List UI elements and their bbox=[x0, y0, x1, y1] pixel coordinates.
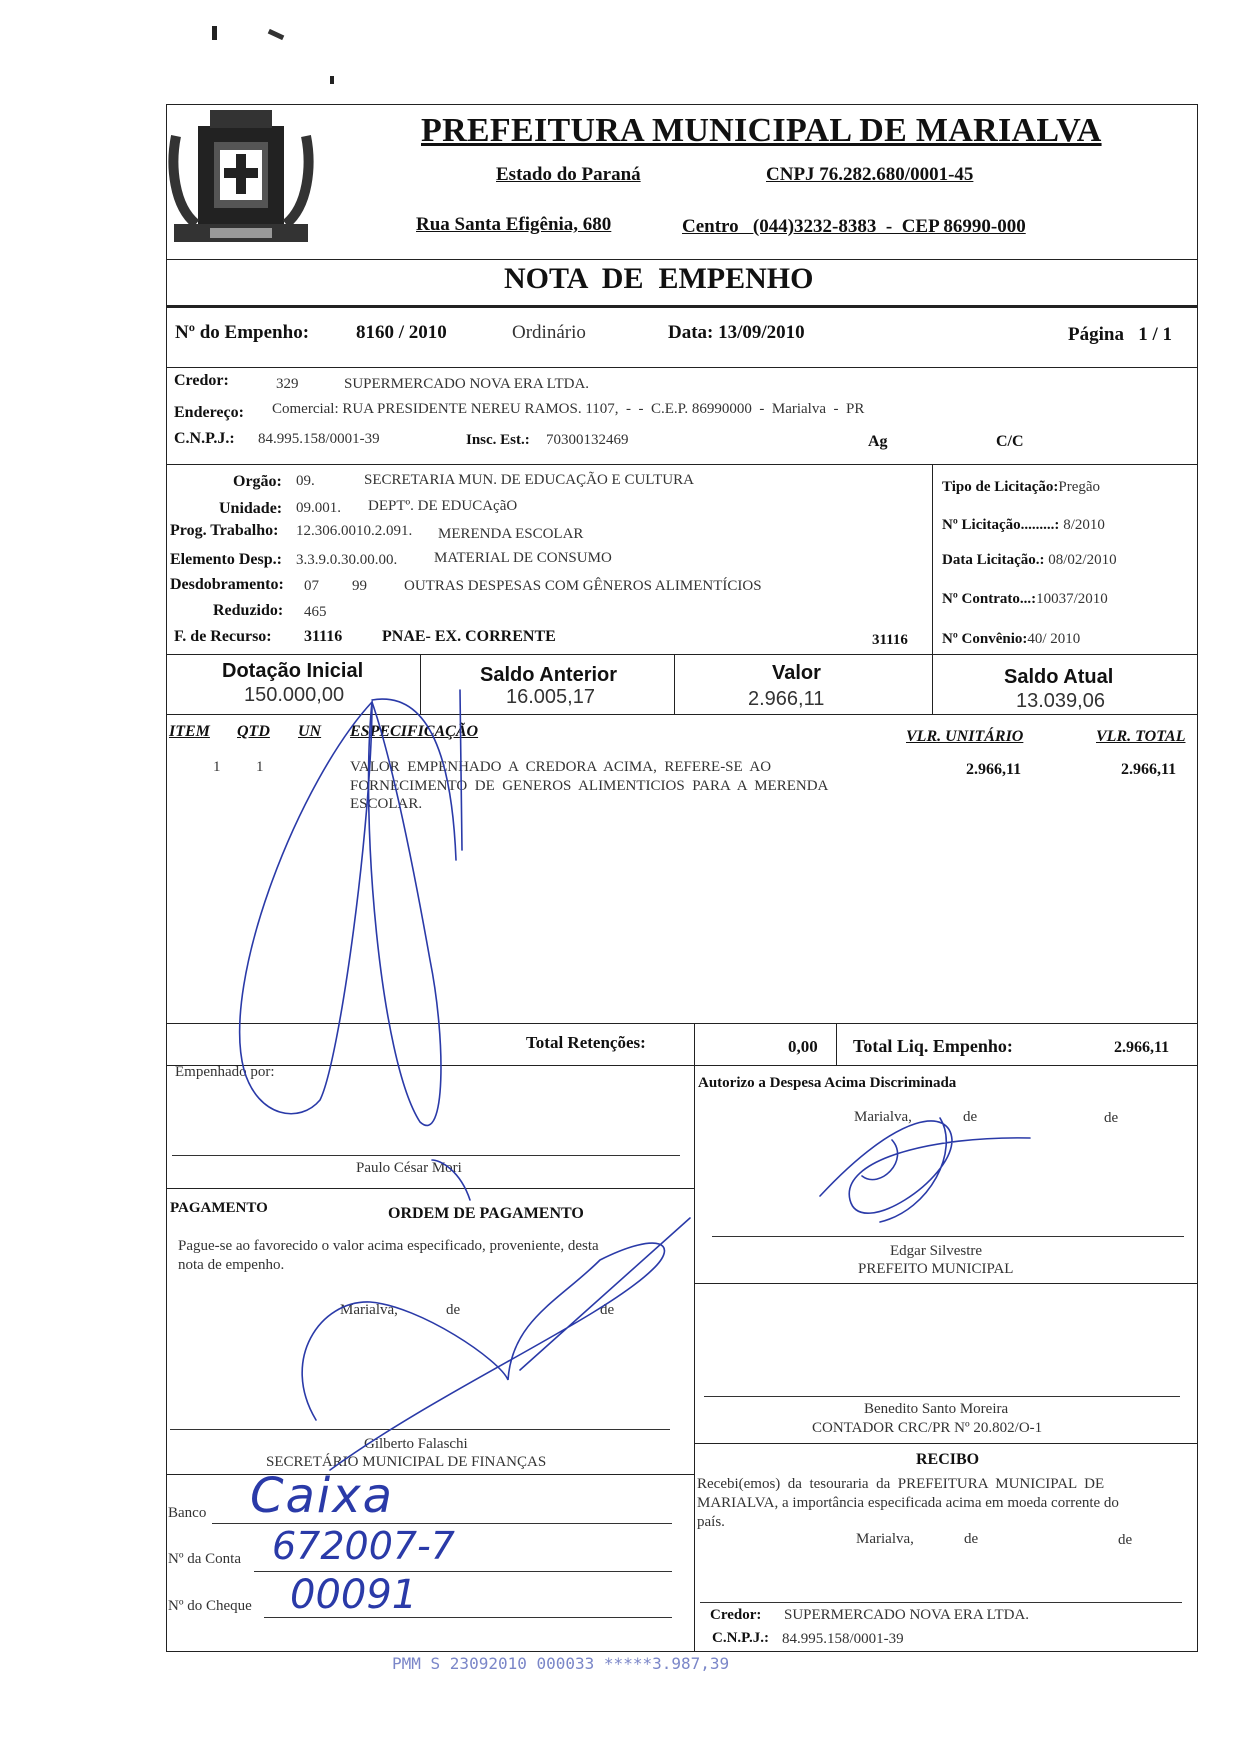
signature-line bbox=[172, 1155, 680, 1156]
contrato bbox=[942, 591, 1108, 608]
licitacao-numero-label: Nº Licitação.........: bbox=[942, 517, 1060, 533]
page-number: Página 1 / 1 bbox=[1068, 324, 1172, 345]
pagamento-text-2: nota de empenho. bbox=[178, 1257, 285, 1273]
cheque-label: Nº do Cheque bbox=[168, 1598, 252, 1614]
header-cnpj: CNPJ 76.282.680/0001-45 bbox=[766, 164, 974, 185]
recibo-credor-label: Credor: bbox=[710, 1607, 762, 1623]
dotacao-value: 150.000,00 bbox=[244, 684, 345, 706]
autorizo-signer: Edgar Silvestre bbox=[890, 1243, 983, 1259]
credor-label: Credor: bbox=[174, 372, 229, 389]
autorizo-de-1: de bbox=[963, 1109, 978, 1125]
divider bbox=[420, 654, 421, 714]
desd-code2: 99 bbox=[352, 578, 367, 594]
recibo-credor-value: SUPERMERCADO NOVA ERA LTDA. bbox=[784, 1607, 1030, 1623]
recibo-de-2: de bbox=[1118, 1532, 1133, 1548]
item-quantity: 1 bbox=[256, 759, 264, 775]
licitacao-data bbox=[942, 552, 1117, 569]
prog-label: Prog. Trabalho: bbox=[170, 522, 279, 539]
licitacao-tipo bbox=[942, 479, 1100, 496]
scan-mark bbox=[212, 26, 217, 40]
desd-label: Desdobramento: bbox=[170, 576, 284, 593]
contrato-value: 10037/2010 bbox=[1036, 591, 1108, 607]
recibo-cnpj-label: C.N.P.J.: bbox=[712, 1630, 769, 1646]
orgao-code: 09. bbox=[296, 473, 315, 489]
signature-line bbox=[704, 1396, 1180, 1397]
recibo-title: RECIBO bbox=[916, 1451, 980, 1468]
divider bbox=[836, 1023, 837, 1065]
conta-handwritten: 672007-7 bbox=[272, 1524, 455, 1568]
empenhado-signer: Paulo César Mori bbox=[356, 1160, 462, 1176]
autorizo-place: Marialva, bbox=[854, 1109, 912, 1125]
col-item: ITEM bbox=[169, 723, 210, 740]
autorizo-label: Autorizo a Despesa Acima Discriminada bbox=[698, 1075, 957, 1091]
recibo-text-1: Recebi(emos) da tesouraria da PREFEITURA MUNICIPAL DE bbox=[697, 1476, 1105, 1492]
ag-label: Ag bbox=[868, 433, 888, 450]
pagamento-de-1: de bbox=[446, 1302, 461, 1318]
col-un: UN bbox=[298, 723, 322, 740]
empenho-number: 8160 / 2010 bbox=[356, 322, 447, 343]
licitacao-tipo-label: Tipo de Licitação: bbox=[942, 479, 1059, 495]
item-unit-value: 2.966,11 bbox=[966, 761, 1022, 778]
empenhado-label: Empenhado por: bbox=[175, 1064, 275, 1080]
desd-name: OUTRAS DESPESAS COM GÊNEROS ALIMENTÍCIOS bbox=[404, 578, 762, 594]
pagamento-de-2: de bbox=[600, 1302, 615, 1318]
credor-code: 329 bbox=[276, 376, 299, 392]
pagamento-place: Marialva, bbox=[340, 1302, 398, 1318]
signature-line bbox=[170, 1429, 670, 1430]
contrato-label: Nº Contrato...: bbox=[942, 591, 1037, 607]
recibo-text-2: MARIALVA, a importância especificada acima em moeda corrente do bbox=[697, 1495, 1119, 1511]
divider bbox=[166, 1023, 1198, 1024]
licitacao-data-value: 08/02/2010 bbox=[1048, 552, 1117, 568]
valor-label: Valor bbox=[772, 662, 821, 684]
divider bbox=[166, 367, 1198, 368]
divider bbox=[166, 654, 1198, 655]
col-especificacao: ESPECIFICAÇÃO bbox=[350, 723, 479, 740]
recibo-text-3: país. bbox=[697, 1514, 725, 1530]
banco-label: Banco bbox=[168, 1505, 207, 1521]
credor-name: SUPERMERCADO NOVA ERA LTDA. bbox=[344, 376, 590, 392]
saldo-anterior-label: Saldo Anterior bbox=[480, 664, 618, 686]
scan-mark bbox=[268, 29, 285, 40]
cheque-handwritten: 00091 bbox=[290, 1572, 418, 1618]
prog-code: 12.306.0010.2.091. bbox=[296, 523, 413, 539]
header-title: PREFEITURA MUNICIPAL DE MARIALVA bbox=[421, 112, 1102, 149]
divider bbox=[694, 1443, 1198, 1444]
ordem-pagamento-label: ORDEM DE PAGAMENTO bbox=[388, 1205, 584, 1222]
col-qtd: QTD bbox=[237, 723, 270, 740]
recurso-name: PNAE- EX. CORRENTE bbox=[382, 628, 556, 645]
orgao-name: SECRETARIA MUN. DE EDUCAÇÃO E CULTURA bbox=[364, 472, 694, 488]
cnpj-label: C.N.P.J.: bbox=[174, 430, 235, 447]
licitacao-tipo-value: Pregão bbox=[1058, 479, 1101, 495]
licitacao-numero bbox=[942, 517, 1105, 534]
pagamento-signer: Gilberto Falaschi bbox=[364, 1436, 468, 1452]
total-liquido-value: 2.966,11 bbox=[1114, 1039, 1170, 1056]
dotacao-label: Dotação Inicial bbox=[222, 660, 364, 682]
desd-code1: 07 bbox=[304, 578, 319, 594]
divider bbox=[932, 654, 933, 714]
empenho-type: Ordinário bbox=[512, 322, 586, 343]
retencoes-label: Total Retenções: bbox=[526, 1033, 646, 1052]
empenho-date: Data: 13/09/2010 bbox=[668, 322, 805, 343]
header-state: Estado do Paraná bbox=[496, 164, 641, 185]
saldo-atual-value: 13.039,06 bbox=[1016, 690, 1105, 712]
credor-address: Comercial: RUA PRESIDENTE NEREU RAMOS. 1107, - - C.E.P. 86990000 - Marialva - PR bbox=[272, 401, 865, 417]
conta-label: Nº da Conta bbox=[168, 1551, 241, 1567]
empenho-label: Nº do Empenho: bbox=[175, 322, 310, 343]
col-vlr-unitario: VLR. UNITÁRIO bbox=[906, 728, 1024, 745]
item-desc-line3: ESCOLAR. bbox=[350, 796, 423, 812]
divider bbox=[694, 1283, 1198, 1284]
valor-value: 2.966,11 bbox=[748, 688, 825, 710]
cc-label: C/C bbox=[996, 433, 1024, 450]
address-label: Endereço: bbox=[174, 404, 244, 421]
pagamento-text-1: Pague-se ao favorecido o valor acima especificado, proveniente, desta bbox=[178, 1238, 599, 1254]
divider bbox=[166, 464, 1198, 465]
elem-name: MATERIAL DE CONSUMO bbox=[434, 550, 612, 566]
convenio-value: 40/ 2010 bbox=[1027, 631, 1081, 647]
recibo-place: Marialva, bbox=[856, 1531, 914, 1547]
autorizo-role: PREFEITO MUNICIPAL bbox=[858, 1261, 1014, 1277]
reduzido-label: Reduzido: bbox=[213, 602, 284, 619]
divider bbox=[932, 464, 933, 654]
municipal-coat-of-arms bbox=[168, 106, 314, 256]
item-desc-line1: VALOR EMPENHADO A CREDORA ACIMA, REFERE-SE AO bbox=[350, 759, 772, 775]
col-vlr-total: VLR. TOTAL bbox=[1096, 728, 1186, 745]
autorizo-de-2: de bbox=[1104, 1110, 1119, 1126]
divider bbox=[166, 305, 1198, 308]
divider bbox=[166, 259, 1198, 260]
payment-stamp: PMM S 23092010 000033 *****3.987,39 bbox=[392, 1654, 730, 1673]
unidade-code: 09.001. bbox=[296, 500, 341, 516]
orgao-label: Orgão: bbox=[233, 473, 282, 490]
recibo-cnpj-value: 84.995.158/0001-39 bbox=[782, 1631, 904, 1647]
saldo-atual-label: Saldo Atual bbox=[1004, 666, 1114, 688]
divider bbox=[694, 1023, 695, 1065]
divider bbox=[166, 1065, 1198, 1066]
retencoes-value: 0,00 bbox=[788, 1037, 818, 1056]
unidade-name: DEPTº. DE EDUCAçãO bbox=[368, 498, 518, 514]
convenio-label: Nº Convênio: bbox=[942, 631, 1028, 647]
reduzido-code: 465 bbox=[304, 604, 327, 620]
total-liquido-label: Total Liq. Empenho: bbox=[853, 1036, 1013, 1056]
unidade-label: Unidade: bbox=[219, 500, 283, 517]
divider bbox=[166, 1188, 694, 1189]
item-number: 1 bbox=[213, 759, 221, 775]
insc-label: Insc. Est.: bbox=[466, 432, 530, 448]
insc-value: 70300132469 bbox=[546, 432, 629, 448]
licitacao-numero-value: 8/2010 bbox=[1063, 517, 1105, 533]
licitacao-data-label: Data Licitação.: bbox=[942, 552, 1045, 568]
divider bbox=[694, 1065, 695, 1652]
item-total-value: 2.966,11 bbox=[1121, 761, 1177, 778]
prog-name: MERENDA ESCOLAR bbox=[438, 526, 584, 542]
item-desc-line2: FORNECIMENTO DE GENEROS ALIMENTICIOS PARA A MERENDA bbox=[350, 778, 829, 794]
divider bbox=[674, 654, 675, 714]
recurso-code-2: 31116 bbox=[872, 632, 908, 648]
convenio bbox=[942, 631, 1080, 648]
signature-line bbox=[712, 1236, 1184, 1237]
banco-handwritten: Caixa bbox=[250, 1468, 395, 1524]
recurso-label: F. de Recurso: bbox=[174, 628, 272, 645]
divider bbox=[166, 714, 1198, 715]
elem-label: Elemento Desp.: bbox=[170, 551, 282, 568]
divider bbox=[166, 1474, 694, 1475]
contador-role: CONTADOR CRC/PR Nº 20.802/O-1 bbox=[812, 1420, 1043, 1436]
header-contact: Centro (044)3232-8383 - CEP 86990-000 bbox=[682, 216, 1026, 237]
recurso-code: 31116 bbox=[304, 628, 343, 645]
scan-mark bbox=[330, 76, 334, 84]
elem-code: 3.3.9.0.30.00.00. bbox=[296, 552, 398, 568]
credor-cnpj: 84.995.158/0001-39 bbox=[258, 431, 380, 447]
recibo-de-1: de bbox=[964, 1531, 979, 1547]
document-title: NOTA DE EMPENHO bbox=[504, 262, 814, 295]
pagamento-role: SECRETÁRIO MUNICIPAL DE FINANÇAS bbox=[266, 1454, 547, 1470]
header-address: Rua Santa Efigênia, 680 bbox=[416, 214, 612, 235]
saldo-anterior-value: 16.005,17 bbox=[506, 686, 595, 708]
contador-signer: Benedito Santo Moreira bbox=[864, 1401, 1009, 1417]
signature-line bbox=[700, 1602, 1182, 1603]
pagamento-label: PAGAMENTO bbox=[170, 1200, 268, 1216]
